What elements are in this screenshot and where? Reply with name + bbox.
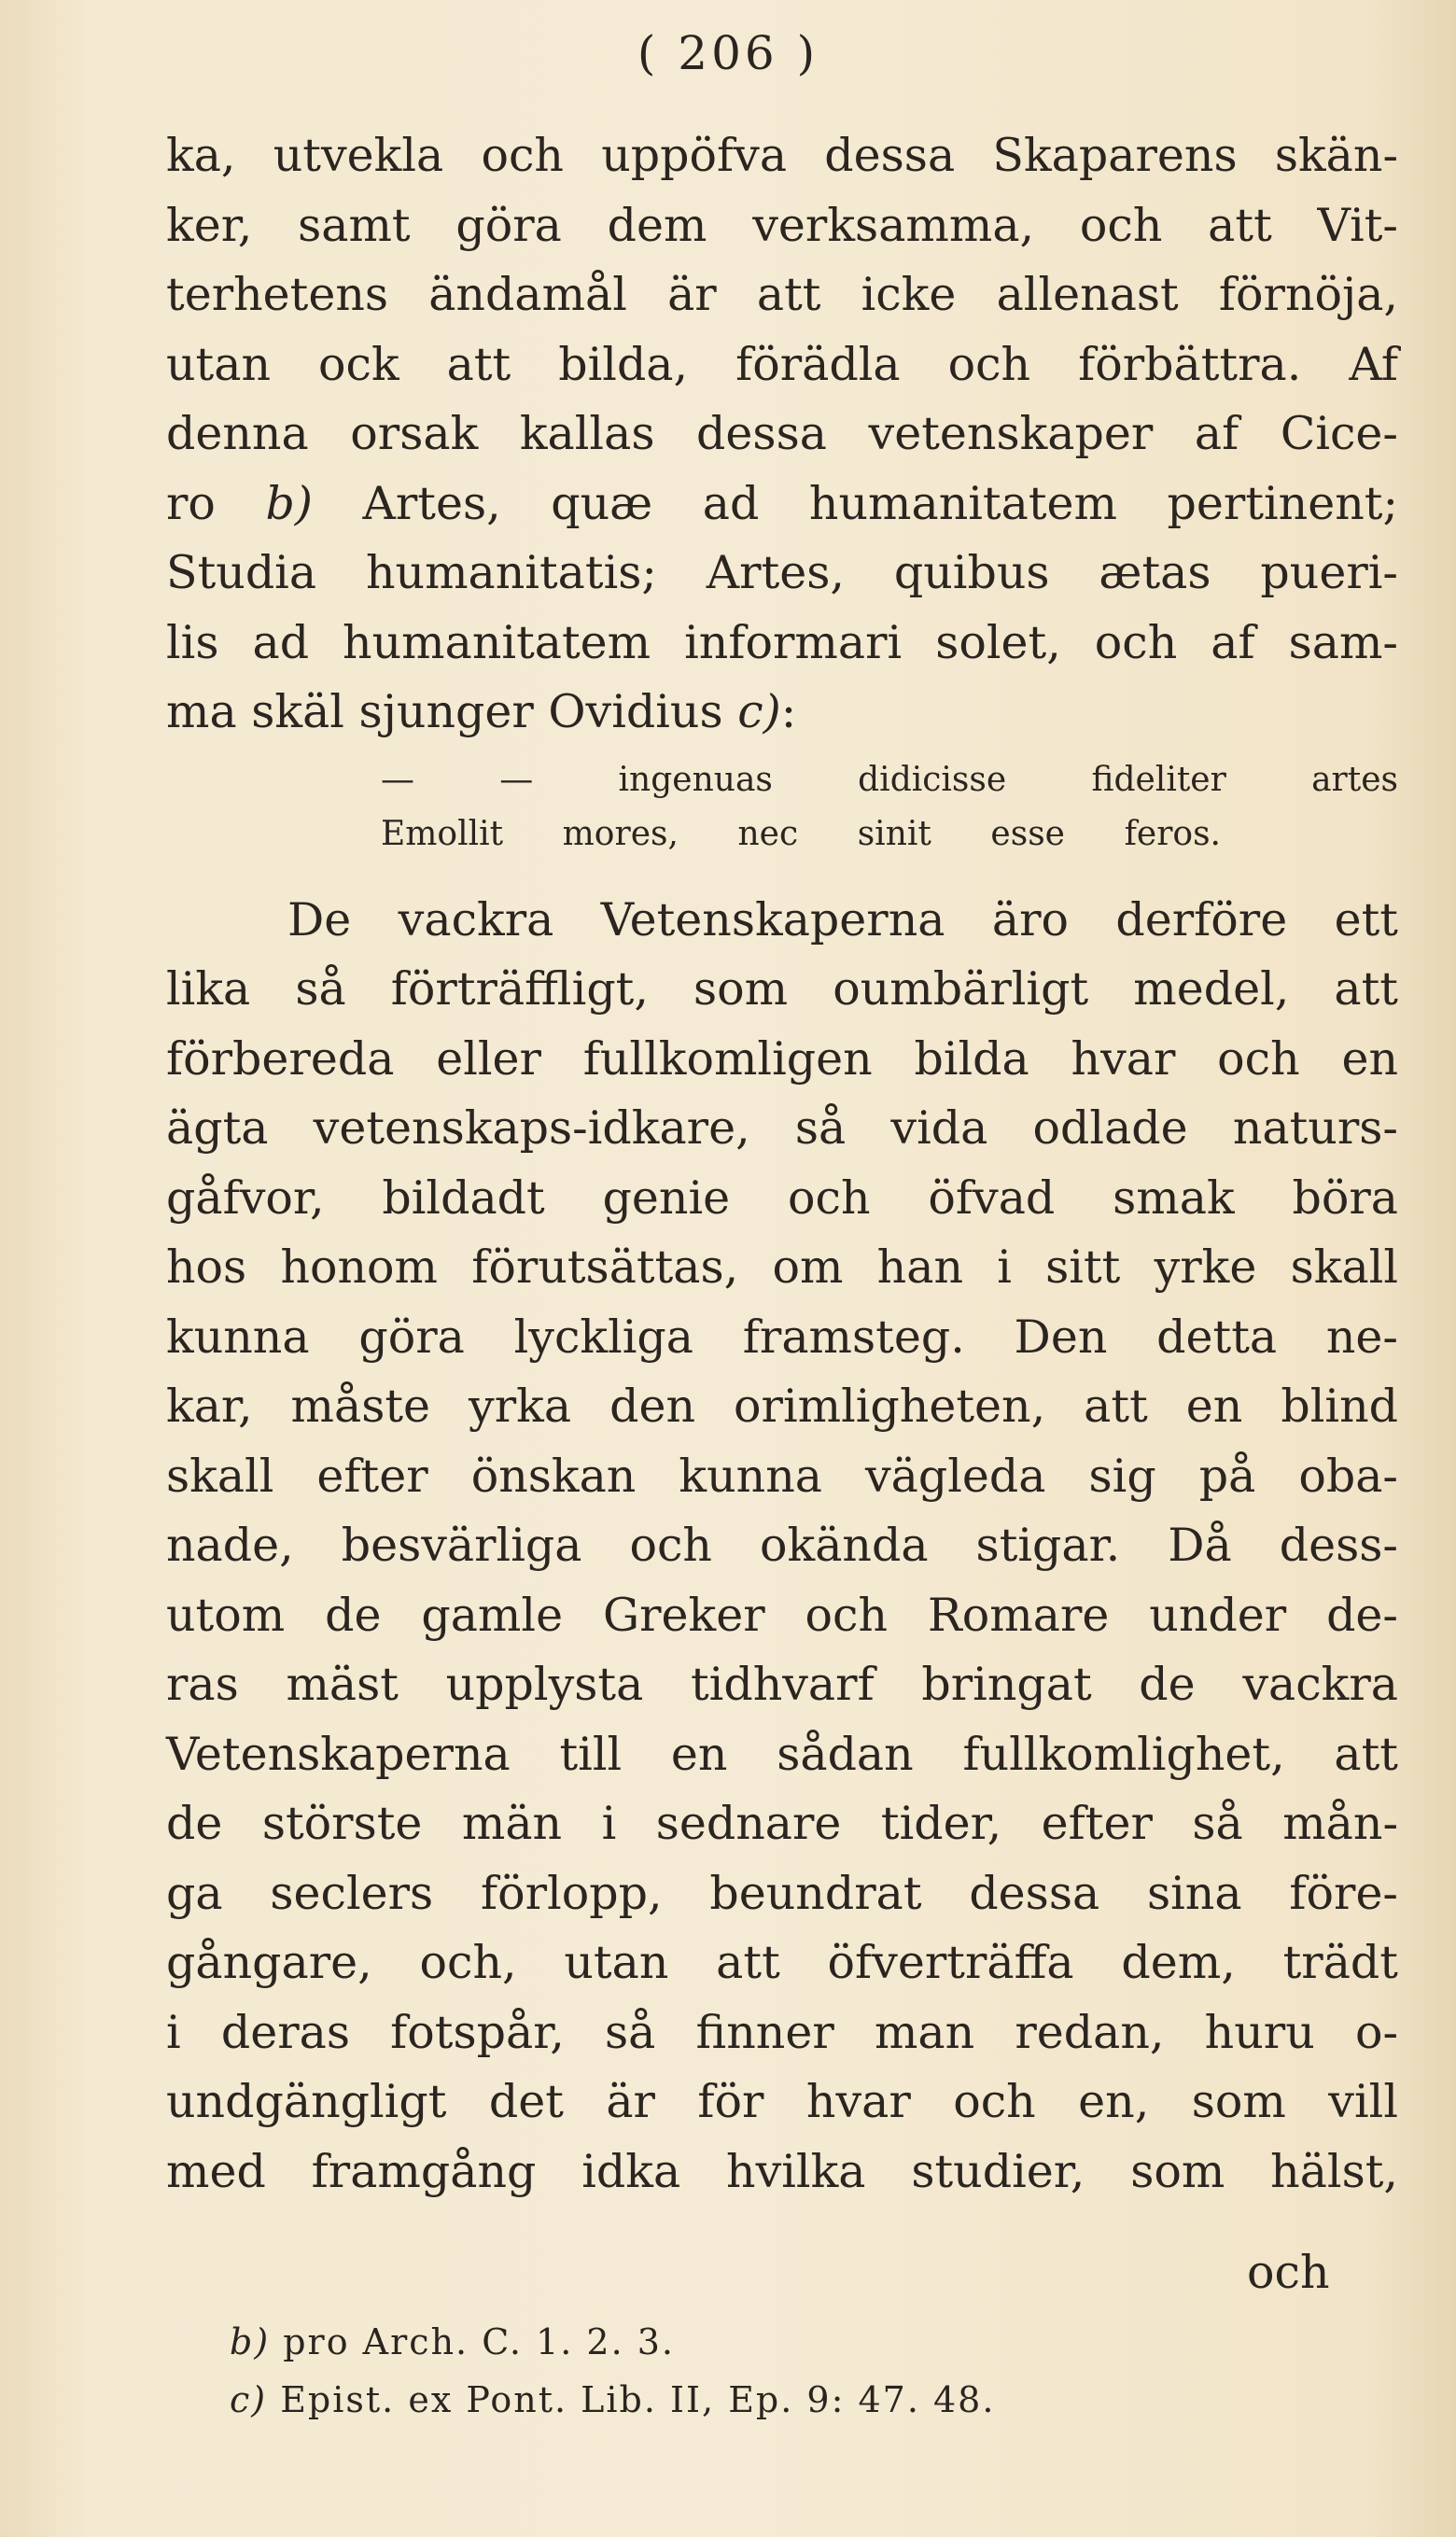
text-line: gångare, och, utan att öfverträffa dem, trädt (166, 1936, 1398, 1989)
latin-quote-line: Emollit mores, nec sinit esse feros. (381, 814, 1221, 853)
text-line: de störste män i sednare tider, efter så mån- (166, 1797, 1398, 1850)
text-line: ker, samt göra dem verksamma, och att Vit- (166, 198, 1398, 252)
body-text (166, 121, 1398, 2207)
text-line: gåfvor, bildadt genie och öfvad smak böra (166, 1170, 1398, 1225)
catchword: och (1247, 2246, 1330, 2299)
footnote-mark: c) (230, 2379, 268, 2420)
footnote-ref-b: b) (265, 476, 313, 530)
text-line: De vackra Vetenskaperna äro derföre ett (287, 892, 1398, 946)
text-line: kar, måste yrka den orimligheten, att en blind (166, 1380, 1398, 1433)
footnote-mark: b) (230, 2321, 271, 2362)
latin-quote-line: — — ingenuas didicisse fideliter artes (381, 760, 1398, 799)
footnote-text: pro Arch. C. 1. 2. 3. (270, 2321, 676, 2362)
text-line-ovidius (166, 678, 1398, 748)
footnote-b (230, 2313, 1256, 2371)
text-line: nade, besvärliga och okända stigar. Då dess- (166, 1519, 1398, 1572)
text-line: undgängligt det är för hvar och en, som vill (166, 2075, 1398, 2128)
text-line: lika så förträffligt, som oumbärligt medel, att (166, 962, 1398, 1016)
text-line: med framgång idka hvilka studier, som hälst, (166, 2144, 1398, 2198)
text-line: skall efter önskan kunna vägleda sig på oba- (166, 1449, 1398, 1503)
text-segment: ro (166, 476, 266, 530)
footnotes (230, 2313, 1256, 2429)
text-line: förbereda eller fullkomligen bilda hvar och en (166, 1031, 1398, 1086)
text-segment: : (780, 685, 797, 738)
text-line: i deras fotspår, så finner man redan, huru o- (166, 2005, 1398, 2059)
paragraph-gap (166, 862, 1398, 886)
footnote-ref-c: c) (737, 685, 781, 738)
text-segment: ma skäl sjunger Ovidius (166, 685, 738, 738)
text-segment: Artes, quæ ad humanitatem pertinent; (312, 476, 1398, 530)
text-line: denna orsak kallas dessa vetenskaper af Cice- (166, 407, 1398, 460)
text-line: Vetenskaperna till en sådan fullkomlighet, att (166, 1727, 1398, 1781)
text-line: utan ock att bilda, förädla och förbättra. Af (166, 337, 1398, 391)
text-line: ga seclers förlopp, beundrat dessa sina före- (166, 1866, 1398, 1920)
text-line-cicero (166, 470, 1398, 540)
footnote-c (230, 2371, 1256, 2429)
text-line: ka, utvekla och uppöfva dessa Skaparens skän- (166, 129, 1398, 182)
text-line: ras mäst upplysta tidhvarf bringat de vackra (166, 1658, 1398, 1711)
text-line: Studia humanitatis; Artes, quibus ætas pueri- (166, 546, 1398, 599)
text-line: terhetens ändamål är att icke allenast förnöja, (166, 268, 1398, 321)
text-line: utom de gamle Greker och Romare under de- (166, 1588, 1398, 1642)
text-line: kunna göra lyckliga framsteg. Den detta ne- (166, 1310, 1398, 1364)
text-line: lis ad humanitatem informari solet, och af sam- (166, 615, 1398, 669)
page-number: ( 206 ) (637, 26, 819, 80)
footnote-text: Epist. ex Pont. Lib. II, Ep. 9: 47. 48. (267, 2379, 996, 2420)
text-line: hos honom förutsättas, om han i sitt yrke skall (166, 1240, 1398, 1294)
text-line: ägta vetenskaps-idkare, så vida odlade naturs- (166, 1101, 1398, 1155)
